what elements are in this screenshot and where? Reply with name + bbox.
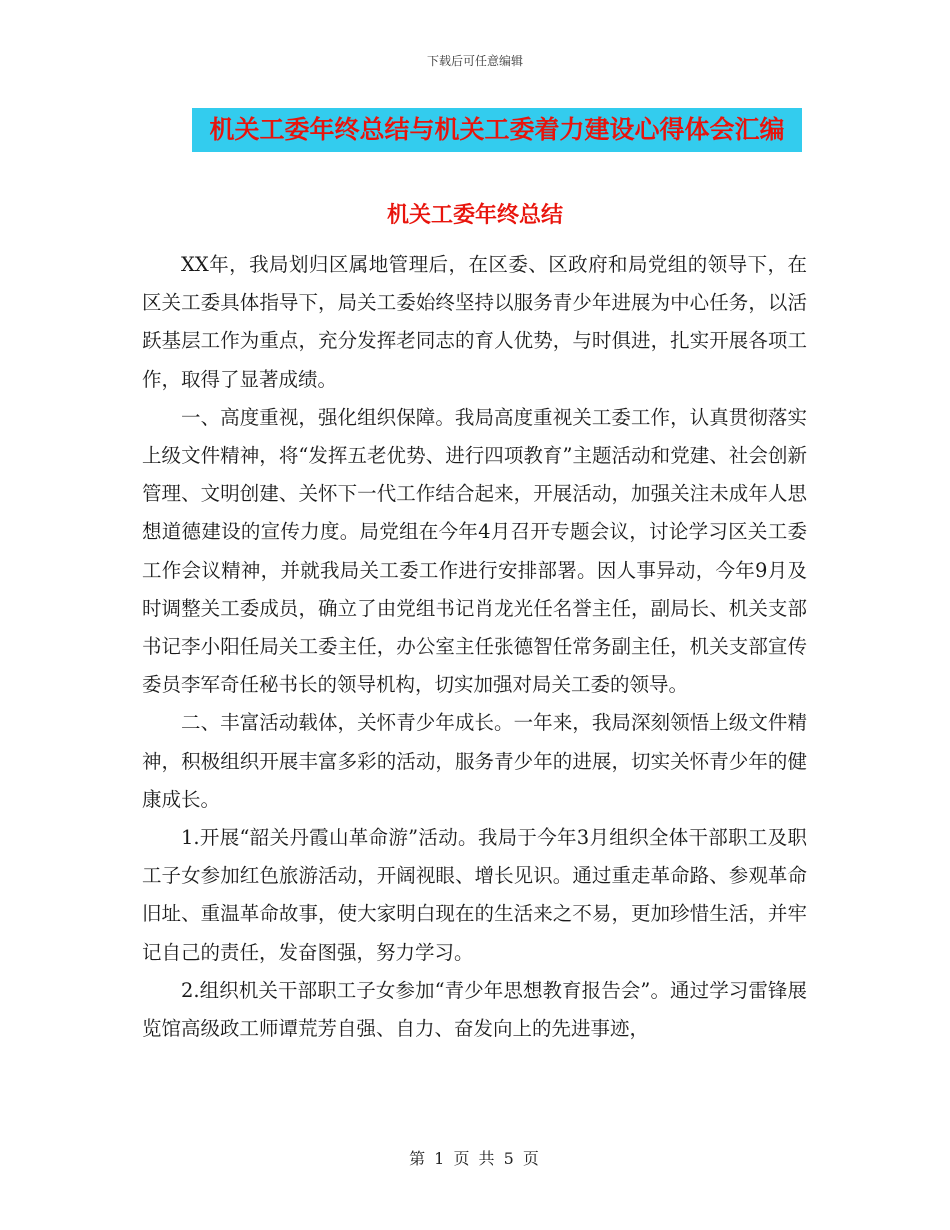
main-title: 机关工委年终总结与机关工委着力建设心得体会汇编: [209, 115, 785, 144]
section-subtitle: 机关工委年终总结: [386, 202, 563, 228]
paragraph-item-1: 1.开展“韶关丹霞山革命游”活动。我局于今年3月组织全体干部职工及职工子女参加红色旅游活动，开阔视眼、增长见识。通过重走革命路、参观革命旧址、重温革命故事，使大家明白现在的生活来之不易，更加珍惜生活，并牢记自己的责任，发奋图强，努力学习。: [142, 826, 807, 964]
main-title-highlight: [192, 108, 802, 152]
paragraph-section-2: 二、丰富活动载体，关怀青少年成长。一年来，我局深刻领悟上级文件精神，积极组织开展丰富多彩的活动，服务青少年的进展，切实关怀青少年的健康成长。: [142, 711, 807, 811]
header-note: 下载后可任意编辑: [426, 54, 523, 68]
paragraph-intro: XX年，我局划归区属地管理后，在区委、区政府和局党组的领导下，在区关工委具体指导下，局关工委始终坚持以服务青少年进展为中心任务，以活跃基层工作为重点，充分发挥老同志的育人优势，与时俱进，扎实开展各项工作，取得了显著成绩。: [142, 253, 807, 391]
paragraph-section-1: 一、高度重视，强化组织保障。我局高度重视关工委工作，认真贯彻落实上级文件精神，将“发挥五老优势、进行四项教育”主题活动和党建、社会创新管理、文明创建、关怀下一代工作结合起来，开展活动，加强关注未成年人思想道德建设的宣传力度。局党组在今年4月召开专题会议，讨论学习区关工委工作会议精神，并就我局关工委工作进行安排部署。因人事异动，今年9月及时调整关工委成员，确立了由党组书记肖龙光任名誉主任，副局长、机关支部书记李小阳任局关工委主任，办公室主任张德智任常务副主任，机关支部宣传委员李军奇任秘书长的领导机构，切实加强对局关工委的领导。: [142, 405, 807, 697]
page-footer: 第 1 页 共 5 页: [409, 1149, 541, 1168]
document-body: [142, 246, 807, 1048]
paragraph-item-2: 2.组织机关干部职工子女参加“青少年思想教育报告会”。通过学习雷锋展览馆高级政工师谭荒芳自强、自力、奋发向上的先进事迹，: [142, 978, 807, 1041]
